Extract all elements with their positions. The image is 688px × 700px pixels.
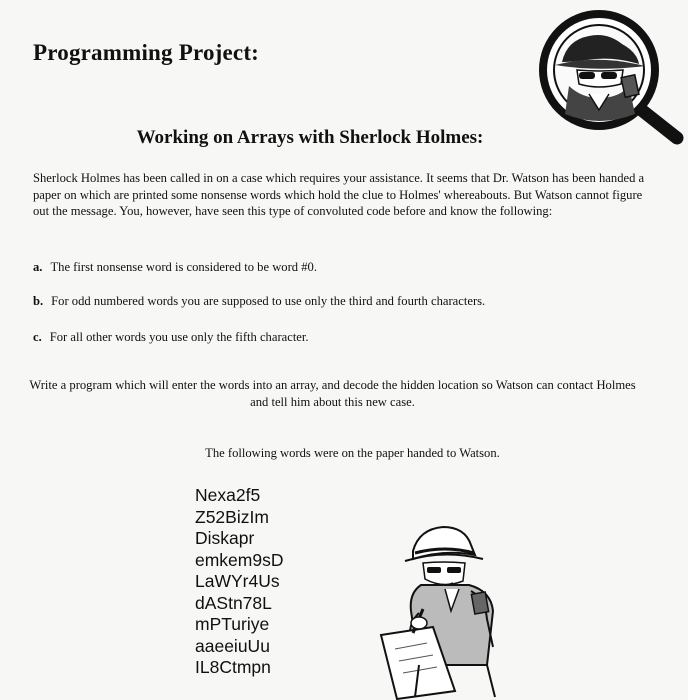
- rule-letter: a.: [33, 260, 43, 274]
- rule-text: For odd numbered words you are supposed to use only the third and fourth characters.: [51, 294, 486, 308]
- nonsense-word-list: [195, 485, 284, 679]
- intro-paragraph: Sherlock Holmes has been called in on a case which requires your assistance. It seems that Dr. Watson has been handed a paper on which are printed some nonsense words which hold the clue to Holmes' whereabouts. But Watson cannot figure out the message. You, however, have seen this type of convoluted code before and know the following:: [33, 171, 645, 218]
- word-item: emkem9sD: [195, 549, 284, 570]
- rule-text: The first nonsense word is considered to be word #0.: [50, 260, 317, 274]
- word-item: Nexa2f5: [195, 485, 261, 505]
- word-item: LaWYr4Us: [195, 571, 280, 591]
- rule-letter: c.: [33, 330, 42, 344]
- word-item: Z52BizIm: [195, 506, 269, 527]
- instructions-paragraph: Write a program which will enter the words into an array, and decode the hidden location so Watson can contact Holmes and tell him about this new case.: [29, 378, 636, 409]
- rule-item-c: [33, 329, 653, 345]
- rule-letter: b.: [33, 294, 44, 308]
- rule-item-a: [33, 259, 653, 275]
- rule-item-b: [33, 293, 653, 309]
- word-item: Diskapr: [195, 528, 255, 548]
- word-item: aaeeiuUu: [195, 635, 270, 656]
- detective-writing-illustration: [375, 515, 525, 700]
- page-title: Programming Project:: [33, 40, 260, 65]
- page-subtitle: Working on Arrays with Sherlock Holmes:: [136, 127, 484, 148]
- word-item: IL8Ctmpn: [195, 657, 271, 677]
- words-intro-text: The following words were on the paper handed to Watson.: [205, 446, 500, 460]
- word-item: dAStn78L: [195, 592, 272, 613]
- word-item: mPTuriye: [195, 614, 270, 634]
- rule-text: For all other words you use only the fifth character.: [49, 330, 309, 344]
